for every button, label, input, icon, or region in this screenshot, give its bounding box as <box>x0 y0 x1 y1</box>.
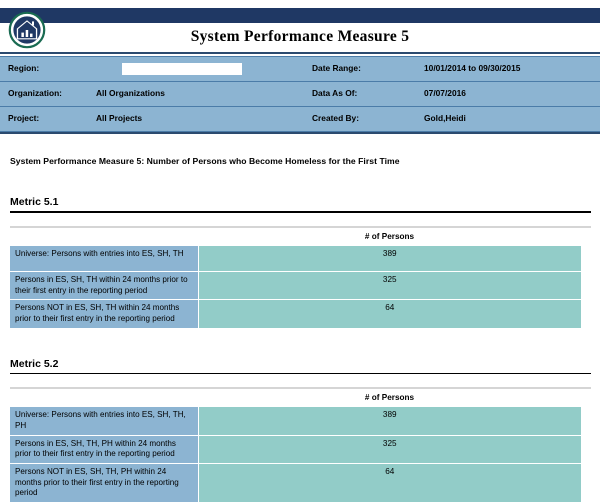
row-value: 325 <box>198 435 581 463</box>
row-label: Persons NOT in ES, SH, TH, PH within 24 months prior to their first entry in the reporting period <box>10 463 198 502</box>
metric-heading-rule <box>10 211 591 213</box>
column-header-blank <box>10 389 198 407</box>
measure-caption: System Performance Measure 5: Number of Persons who Become Homeless for the First Time <box>10 156 400 166</box>
table-row <box>10 435 581 463</box>
table-row <box>0 57 600 82</box>
report-header <box>0 0 600 56</box>
date-range-value: 10/01/2014 to 09/30/2015 <box>416 57 600 82</box>
table-row <box>10 407 581 435</box>
column-header-persons: # of Persons <box>198 228 581 246</box>
row-value: 64 <box>198 300 581 328</box>
column-header-persons: # of Persons <box>198 389 581 407</box>
metric-block-5-2 <box>0 358 600 502</box>
table-header-row <box>10 389 581 407</box>
row-label: Persons NOT in ES, SH, TH within 24 months prior to their first entry in the reporting period <box>10 300 198 328</box>
table-row <box>10 300 581 328</box>
metric-heading-rule <box>10 373 591 375</box>
report-parameters-table <box>0 56 600 132</box>
report-body <box>0 156 600 502</box>
page-title-text: System Performance Measure 5 <box>190 27 410 45</box>
table-row <box>0 82 600 107</box>
header-divider-gap <box>0 54 600 56</box>
metric-table-5-2 <box>10 389 581 502</box>
table-row <box>10 463 581 502</box>
table-row <box>0 107 600 132</box>
row-label: Persons in ES, SH, TH, PH within 24 months prior to their first entry in the reporting period <box>10 435 198 463</box>
header-navy-band <box>0 8 600 23</box>
row-value: 389 <box>198 407 581 435</box>
row-label: Persons in ES, SH, TH within 24 months prior to their first entry in the reporting period <box>10 272 198 300</box>
row-value: 64 <box>198 463 581 502</box>
date-range-label: Date Range: <box>304 57 416 82</box>
page-title <box>0 23 600 50</box>
metric-block-5-1 <box>0 196 600 328</box>
project-value: All Projects <box>88 107 304 132</box>
organization-label: Organization: <box>0 82 88 107</box>
column-header-blank <box>10 228 198 246</box>
house-bar-chart-logo-icon <box>8 11 46 49</box>
project-label: Project: <box>0 107 88 132</box>
parameters-bottom-rule <box>0 132 600 134</box>
redaction-box <box>122 63 242 75</box>
metric-heading: Metric 5.2 <box>10 357 59 370</box>
region-label: Region: <box>0 57 88 82</box>
row-label: Universe: Persons with entries into ES, SH, TH <box>10 246 198 272</box>
row-value: 325 <box>198 272 581 300</box>
created-by-label: Created By: <box>304 107 416 132</box>
metric-table-5-1 <box>10 228 581 328</box>
table-row <box>10 272 581 300</box>
metric-heading: Metric 5.1 <box>10 196 59 208</box>
data-as-of-label: Data As Of: <box>304 82 416 107</box>
table-row <box>10 246 581 272</box>
row-label: Universe: Persons with entries into ES, SH, TH, PH <box>10 407 198 435</box>
region-value <box>88 57 304 82</box>
row-value: 389 <box>198 246 581 272</box>
table-header-row <box>10 228 581 246</box>
created-by-value: Gold,Heidi <box>416 107 600 132</box>
data-as-of-value: 07/07/2016 <box>416 82 600 107</box>
organization-value: All Organizations <box>88 82 304 107</box>
